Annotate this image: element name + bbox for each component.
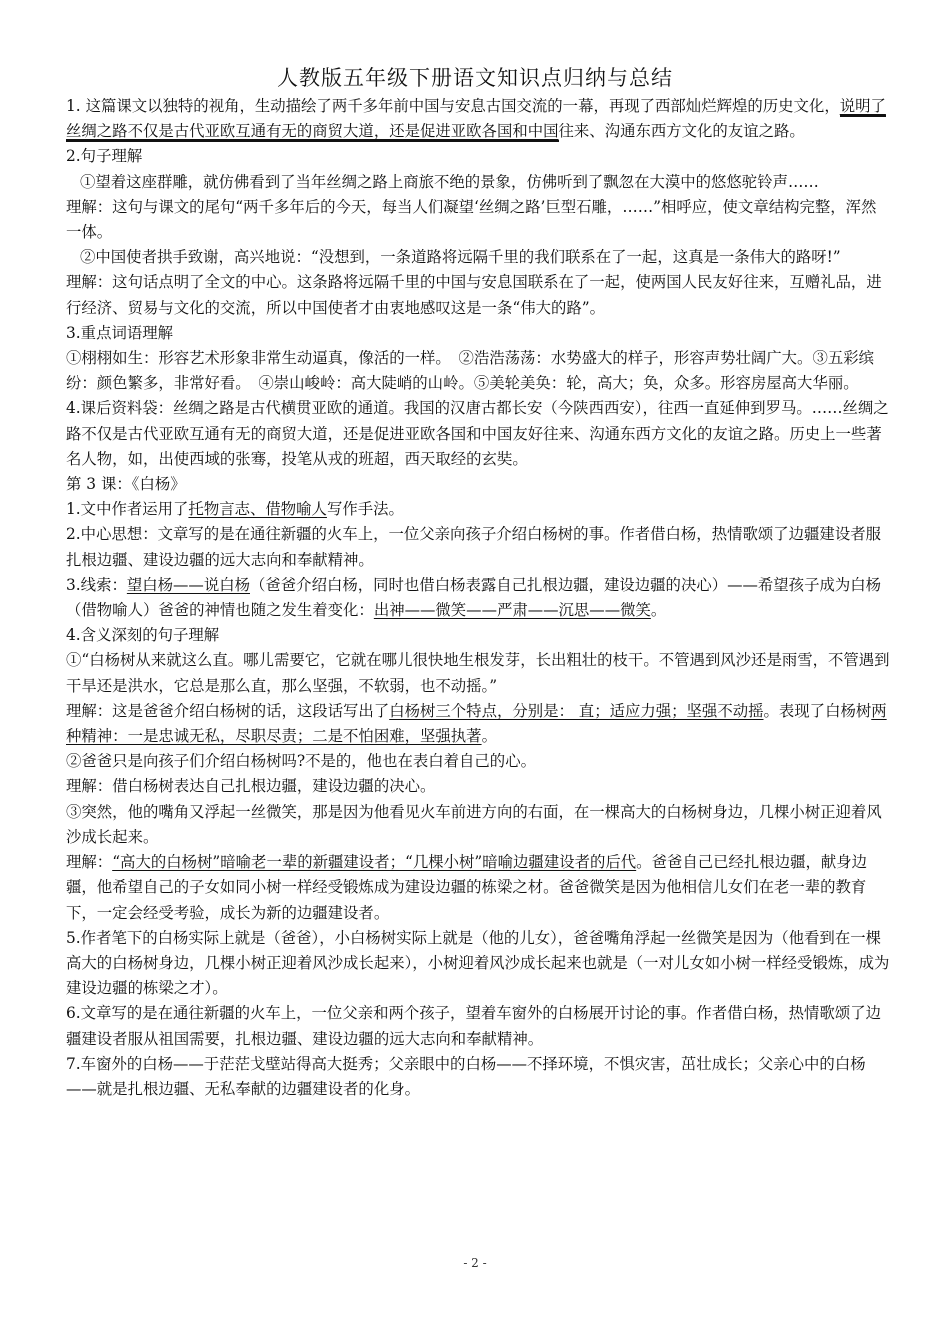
page-title: 人教版五年级下册语文知识点归纳与总结 [277,66,673,90]
deep-sentence-2: ②爸爸只是向孩子们介绍白杨树吗?不是的，他也在表白着自己的心。 [66,752,536,771]
writing-technique [66,497,890,522]
deep-explanation-2: 理解：借白杨树表达自己扎根边疆，建设边疆的决心。 [66,777,436,796]
text-span: （爸爸介绍白杨，同时也借白杨表露自己扎根边疆，建设边疆的决心）——希望孩子成为白杨（借物喻人）爸爸的神情也随之发生着变化： [66,575,882,620]
point-7: 7.车窗外的白杨——于茫茫戈壁站得高大挺秀；父亲眼中的白杨——不择环境，不惧灾害，茁壮成长；父亲心中的白杨——就是扎根边疆、无私奉献的边疆建设者的化身。 [66,1054,866,1098]
explanation-2: 理解：这句话点明了全文的中心。这条路将远隔千里的中国与安息国联系在了一起，使两国人民友好往来，互赠礼品，进行经济、贸易与文化的交流，所以中国使者才由衷地感叹这是一条“伟大的路”。 [66,273,882,317]
deep-sentence-1: ①“白杨树从来就这么直。哪儿需要它，它就在哪儿很快地生根发芽，长出粗壮的枝干。不管遇到风沙还是雨雪，不管遇到干旱还是洪水，它总是那么直，那么坚强，不软弱，也不动摇。” [66,651,890,695]
point-5: 5.作者笔下的白杨实际上就是（爸爸），小白杨树实际上就是（他的儿女），爸爸嘴角浮起一丝微笑是因为（他看到在一棵高大的白杨树身边，几棵小树正迎着风沙成长起来），小树迎着风沙成长起来也就是（一对儿女如小树一样经受锻炼，成为建设边疆的栋梁之才）。 [66,928,890,998]
text-span: 。 [481,727,497,746]
text-span: 。爸爸自己已经扎根边疆，献身边疆，他希望自己的子女如同小树一样经受锻炼成为建设边疆的栋梁之材。爸爸微笑是因为他相信儿女们在老一辈的教育下，一定会经受考验，成长为新的边疆建设者。 [66,853,868,922]
text-span: 理解：这是爸爸介绍白杨树的话，这段话写出了 [66,701,390,720]
deep-sentence-3: ③突然，他的嘴角又浮起一丝微笑，那是因为他看见火车前进方向的右面，在一棵高大的白杨树身边，几棵小树正迎着风沙成长起来。 [66,802,882,846]
resource-bag: 4.课后资料袋：丝绸之路是古代横贯亚欧的通道。我国的汉唐古都长安（今陕西西安），往西一直延伸到罗马。……丝绸之路不仅是古代亚欧互通有无的商贸大道，还是促进亚欧各国和中国友好往来、沟通东西方文化的友谊之路。历史上一些著名人物，如，出使西域的张骞，投笔从戎的班超，西天取经的玄奘。 [66,399,889,468]
underlined-text: 托物言志、借物喻人 [188,500,327,519]
deep-explanation-1 [66,699,890,749]
sentence-2: ②中国使者拱手致谢，高兴地说：“没想到，一条道路将远隔千里的我们联系在了一起，这真是一条伟大的路呀!” [80,248,841,267]
section-heading-deep-sentences: 4.含义深刻的句子理解 [66,626,220,645]
clue-line [66,573,890,623]
document-body [66,94,890,1102]
vocabulary-list: ①栩栩如生：形容艺术形象非常生动逼真，像活的一样。 ②浩浩荡荡：水势盛大的样子，形容声势壮阔广大。③五彩缤纷：颜色繁多，非常好看。 ④崇山峻岭：高大陡峭的山岭。⑤美轮美奂：轮，高大；奂，众多。形容房屋高大华丽。 [66,349,875,393]
underlined-text: “高大的白杨树”暗喻老一辈的新疆建设者；“几棵小树”暗喻边疆建设者的后代 [112,853,637,872]
page-number: - 2 - [463,1256,487,1270]
explanation-1: 理解：这句与课文的尾句“两千多年后的今天，每当人们凝望‘丝绸之路’巨型石雕，……”相呼应，使文章结构完整，浑然一体。 [66,197,877,242]
text-span: 理解： [66,853,113,872]
underlined-text: 望白杨——说白杨 [126,575,250,594]
point-6: 6.文章写的是在通往新疆的火车上，一位父亲和两个孩子，望着车窗外的白杨展开讨论的事。作者借白杨，热情歌颂了边疆建设者服从祖国需要，扎根边疆、建设边疆的远大志向和奉献精神。 [66,1004,881,1048]
text-span: 。表现了白杨树 [763,701,872,720]
text-span: 往来、沟通东西方文化的友谊之路。 [558,122,805,141]
section-heading-vocabulary: 3.重点词语理解 [66,323,174,342]
sentence-1: ①望着这座群雕，就仿佛看到了当年丝绸之路上商旅不绝的景象，仿佛听到了飘忽在大漠中的悠悠驼铃声…… [80,172,819,191]
deep-explanation-3 [66,850,890,926]
lesson-heading: 第 3 课：《白杨》 [66,475,186,494]
text-span: 。 [650,601,667,620]
central-idea: 2.中心思想：文章写的是在通往新疆的火车上，一位父亲向孩子介绍白杨树的事。作者借白杨，热情歌颂了边疆建设者服扎根边疆、建设边疆的远大志向和奉献精神。 [66,525,881,569]
text-span: 写作手法。 [326,500,404,519]
underlined-text: 白杨树三个特点，分别是： 直；适应力强；坚强不动摇 [389,701,764,720]
section-heading-sentences: 2.句子理解 [66,147,143,166]
text-span: 3.线索： [66,575,127,594]
underlined-text: 出神——微笑——严肃——沉思——微笑 [373,601,651,620]
paragraph-1 [66,94,890,144]
text-span: 1. 这篇课文以独特的视角，生动描绘了两千多年前中国与安息古国交流的一幕，再现了西部灿烂辉煌的历史文化， [66,97,840,115]
underlined-text: 说明了丝绸之路不仅是古代亚欧互通有无的商贸大道，还是促进亚欧各国和中国 [66,97,886,141]
text-span: 1.文中作者运用了 [66,500,189,519]
underlined-text: 两种精神：一是忠诚无私，尽职尽责；二是不怕困难，坚强执著 [66,701,887,746]
